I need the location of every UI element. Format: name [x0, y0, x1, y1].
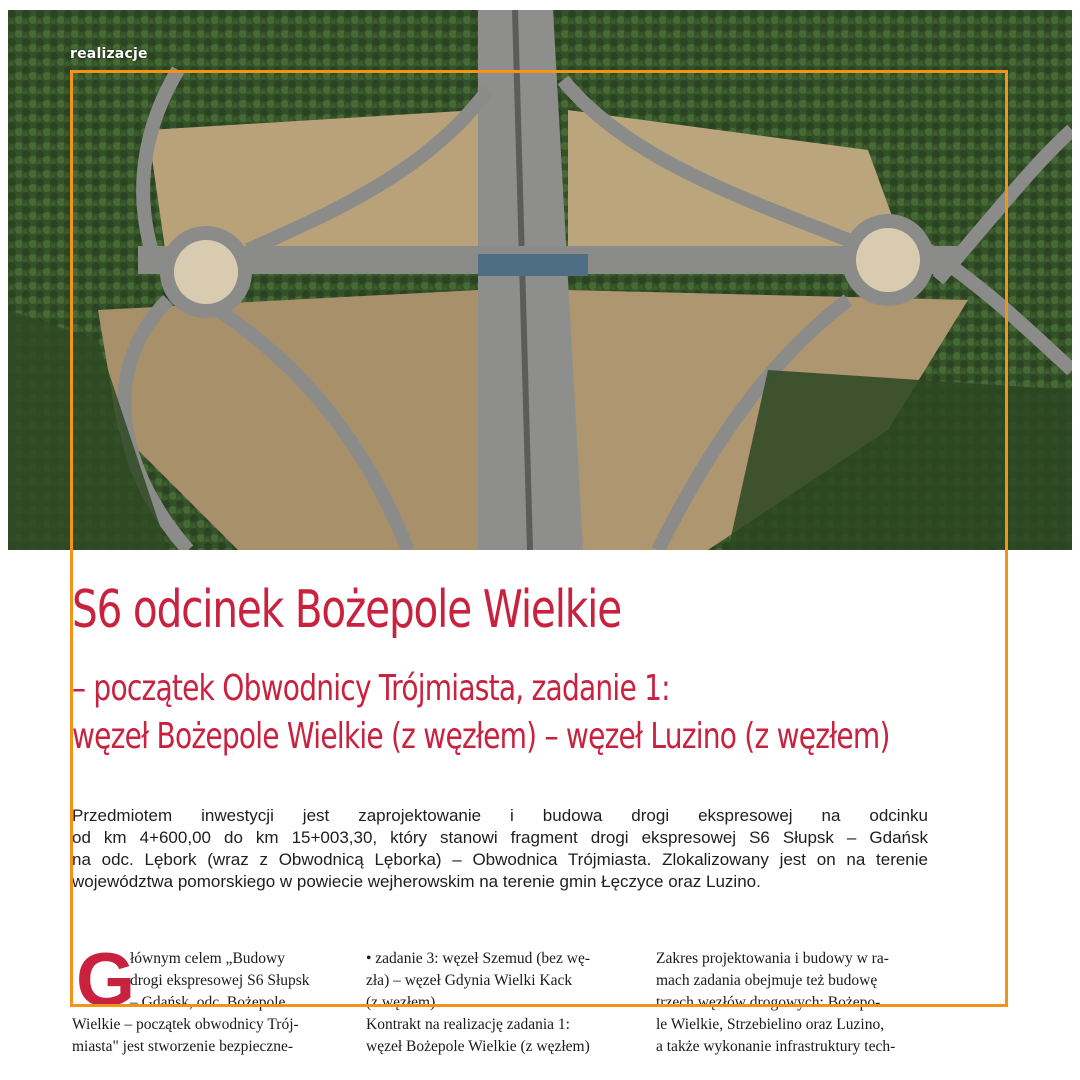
- body-line: miasta" jest stworzenie bezpieczne-: [72, 1038, 294, 1055]
- lead-line: województwa pomorskiego w powiecie wejherowskim na terenie gmin Łęczyce oraz Luzino.: [72, 872, 761, 891]
- aerial-photo-interchange: [8, 10, 1072, 550]
- lead-line: od km 4+600,00 do km 15+003,30, który stanowi fragment drogi ekspresowej S6 Słupsk – Gdańsk: [72, 828, 928, 847]
- body-line: Zakres projektowania i budowy w ra-: [656, 950, 889, 967]
- subtitle-line: węzeł Bożepole Wielkie (z węzłem) – węzeł Luzino (z węzłem): [72, 716, 890, 757]
- body-line: mach zadania obejmuje też budowę: [656, 972, 878, 989]
- body-line: le Wielkie, Strzebielino oraz Luzino,: [656, 1016, 885, 1033]
- body-line: (z węzłem).: [366, 994, 440, 1011]
- body-line: – Gdańsk, odc. Bożepole: [130, 994, 286, 1011]
- body-line: Wielkie – początek obwodnicy Trój-: [72, 1016, 299, 1033]
- drop-cap: G: [76, 938, 136, 1023]
- lead-paragraph: [72, 805, 928, 893]
- body-column-1: [72, 938, 336, 1058]
- body-column-2: [366, 948, 630, 1058]
- section-label: realizacje: [70, 46, 148, 62]
- body-line: drogi ekspresowej S6 Słupsk: [130, 972, 310, 989]
- body-line: • zadanie 3: węzeł Szemud (bez wę-: [366, 950, 591, 967]
- lead-line: na odc. Lębork (wraz z Obwodnicą Lęborka) – Obwodnica Trójmiasta. Zlokalizowany jest on na terenie: [72, 850, 928, 869]
- body-line: Kontrakt na realizację zadania 1:: [366, 1016, 570, 1033]
- body-line: zła) – węzeł Gdynia Wielki Kack: [366, 972, 573, 989]
- body-line: a także wykonanie infrastruktury tech-: [656, 1038, 896, 1055]
- subtitle-line: – początek Obwodnicy Trójmiasta, zadanie 1:: [72, 668, 670, 709]
- lead-line: Przedmiotem inwestycji jest zaprojektowanie i budowa drogi ekspresowej na odcinku: [72, 806, 928, 825]
- body-line: trzech węzłów drogowych: Bożepo-: [656, 994, 881, 1011]
- body-line: łównym celem „Budowy: [130, 950, 285, 967]
- article-title: S6 odcinek Bożepole Wielkie: [72, 580, 622, 640]
- body-column-3: [656, 948, 920, 1058]
- body-line: węzeł Bożepole Wielkie (z węzłem): [366, 1038, 590, 1055]
- article-subtitle: [72, 665, 890, 761]
